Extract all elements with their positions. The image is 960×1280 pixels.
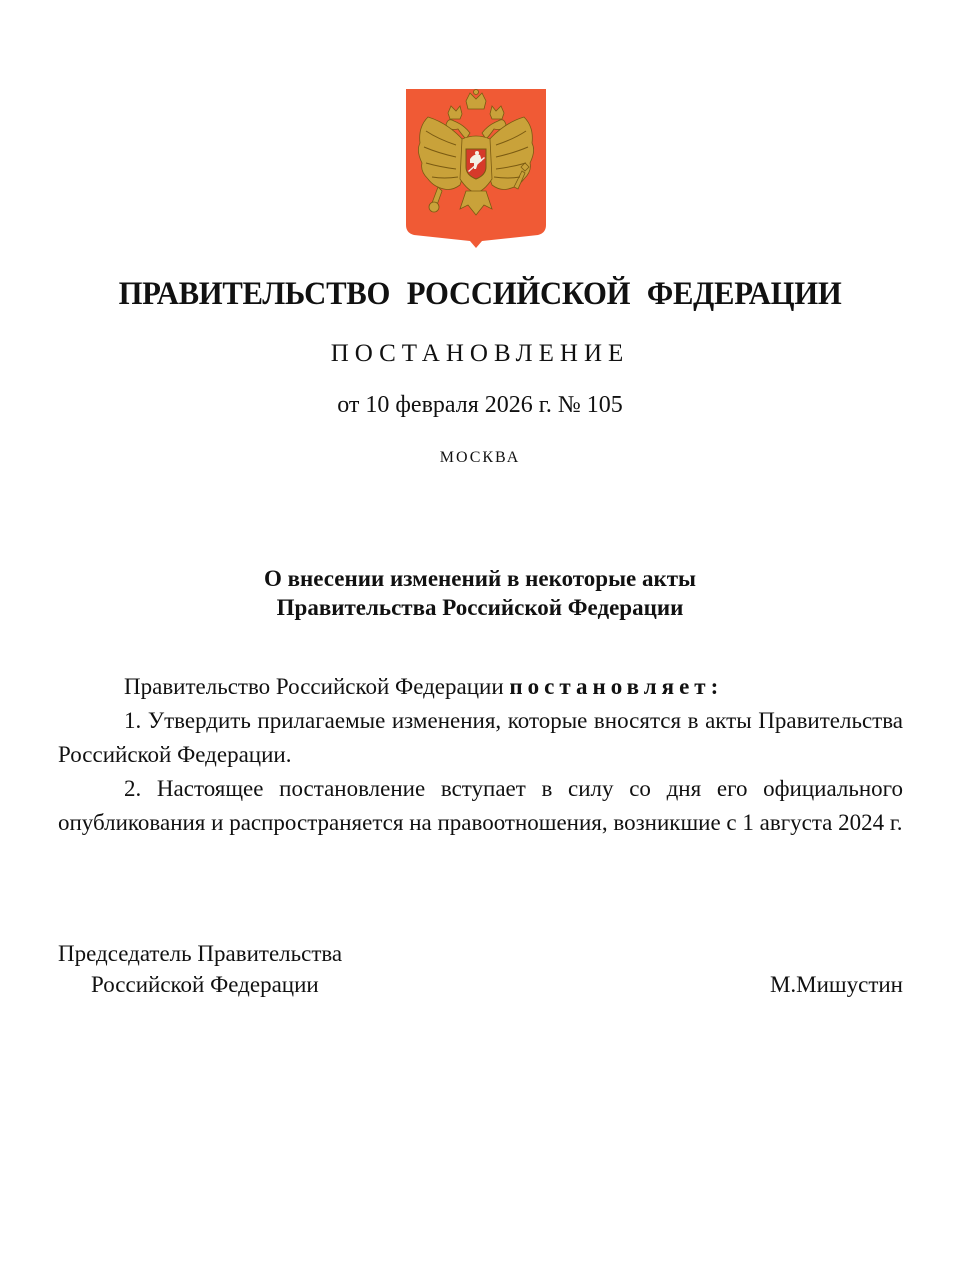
- preamble-text: Правительство Российской Федерации: [124, 674, 504, 699]
- document-date-number: от 10 февраля 2026 г. № 105: [337, 392, 623, 418]
- document-body: [58, 670, 903, 840]
- preamble-paragraph: [58, 670, 903, 704]
- signatory-position-line-1: Председатель Правительства: [58, 941, 343, 966]
- signatory-position-line-2: Российской Федерации: [91, 972, 319, 997]
- document-subject: [0, 564, 960, 622]
- signature-block: [58, 938, 903, 1000]
- document-city: МОСКВА: [439, 449, 521, 466]
- document-type: ПОСТАНОВЛЕНИЕ: [330, 340, 630, 367]
- subject-line-1: О внесении изменений в некоторые акты: [263, 566, 696, 591]
- signatory-name: М.Мишустин: [769, 972, 903, 997]
- decree-word: постановляет:: [509, 674, 724, 699]
- organization-title: ПРАВИТЕЛЬСТВО РОССИЙСКОЙ ФЕДЕРАЦИИ: [118, 276, 842, 312]
- coat-of-arms-icon: [404, 87, 548, 249]
- item-1-paragraph: 1. Утвердить прилагаемые изменения, которые вносятся в акты Правительства Российской Федерации.: [58, 708, 903, 767]
- subject-line-2: Правительства Российской Федерации: [276, 595, 684, 620]
- item-2-paragraph: 2. Настоящее постановление вступает в силу со дня его официального опубликования и распространяется на правоотношения, возникшие с 1 августа 2024 г.: [58, 776, 903, 835]
